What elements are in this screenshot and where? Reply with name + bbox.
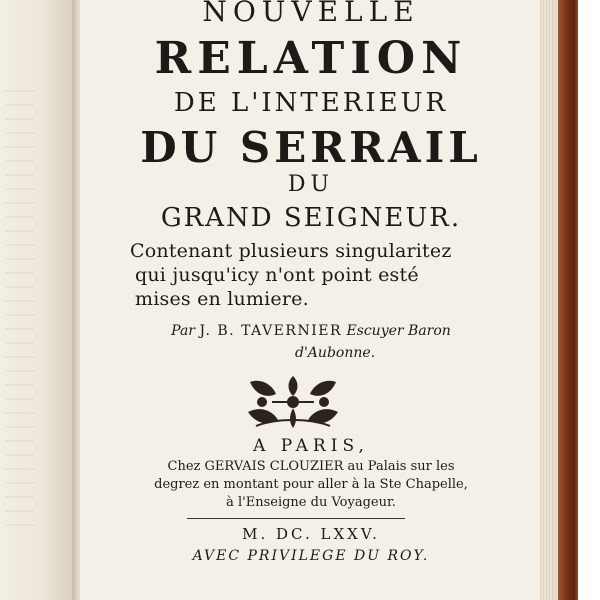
subtitle-line-1: Contenant plusieurs singularitez <box>130 240 452 262</box>
left-page <box>0 0 78 600</box>
author-title-2: d'Aubonne. <box>295 345 376 361</box>
privilege-line: AVEC PRIVILEGE DU ROY. <box>192 548 430 564</box>
title-line-4: DU SERRAIL <box>140 123 482 172</box>
imprint-line-2: degrez en montant pour aller à la Ste Chapelle, <box>154 477 468 492</box>
title-line-5: DU <box>287 172 335 197</box>
bleed-through-text <box>6 90 34 530</box>
title-line-6: GRAND SEIGNEUR. <box>160 203 462 233</box>
imprint-place: A PARIS, <box>253 436 369 456</box>
author-line <box>80 322 542 340</box>
imprint-line-3: à l'Enseigne du Voyageur. <box>226 495 396 510</box>
divider-rule <box>187 518 405 519</box>
author-name: J. B. TAVERNIER <box>199 323 342 339</box>
title-line-1: NOUVELLE <box>202 0 420 28</box>
author-title: Escuyer Baron <box>346 323 451 339</box>
floral-ornament-icon <box>242 372 344 430</box>
imprint-line-1: Chez GERVAIS CLOUZIER au Palais sur les <box>167 459 455 474</box>
subtitle-line-2: qui jusqu'icy n'ont point esté <box>135 264 419 286</box>
leather-cover <box>558 0 578 600</box>
subtitle-line-3: mises en lumiere. <box>135 288 309 310</box>
imprint-year: M. DC. LXXV. <box>242 525 380 543</box>
author-prefix: Par <box>171 323 196 339</box>
title-line-3: DE L'INTERIEUR <box>173 88 449 118</box>
page-edges <box>540 0 560 600</box>
title-line-2: RELATION <box>154 33 468 84</box>
